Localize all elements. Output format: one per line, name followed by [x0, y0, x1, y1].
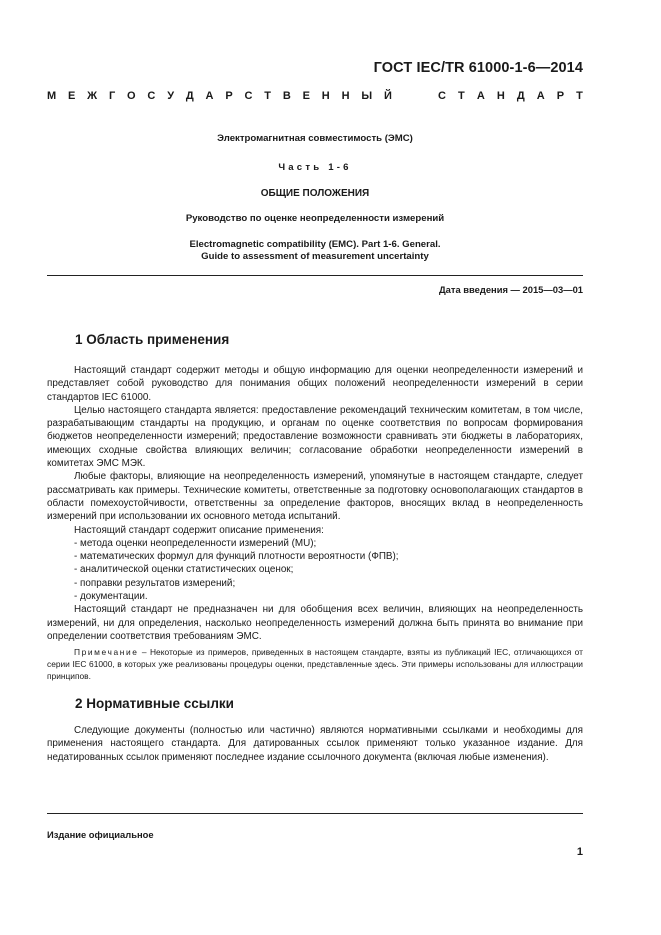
standard-word: [438, 89, 583, 103]
banner-letter: Е: [68, 90, 76, 102]
paragraph: Настоящий стандарт содержит методы и общую информацию для оценки неопределенности измерений и представляет собой руководство для понимания общих положений неопределенности измерений в серии стандартов IEC 61000.: [47, 365, 583, 403]
paragraph: Любые факторы, влияющие на неопределенность измерений, упомянутые в настоящем стандарте, следует рассматривать как примеры. Технические комитеты, ответственные за подготовку основополагающих стандартов в области помехоустойчивости, ответственны за определение факторов, вносящих вклад в неопределенность измерений при использовании их основного метода испытаний.: [47, 471, 583, 523]
banner-letter: А: [476, 90, 485, 102]
english-title: [47, 239, 583, 263]
paragraph: Следующие документы (полностью или частично) являются нормативными ссылками и необходимы для применения настоящего стандарта. Для датированных ссылок применяют только указанное издание. Для недатированных ссылок применяют последнее издание ссылочного документа (включая любые изменения).: [47, 725, 583, 763]
list-item: - математических формул для функций плотности вероятности (ФПВ);: [74, 551, 399, 563]
banner-letter: Р: [225, 90, 233, 102]
note-block: [47, 647, 583, 682]
general-heading: ОБЩИЕ ПОЛОЖЕНИЯ: [260, 188, 370, 199]
banner-letter: У: [167, 90, 175, 102]
section-2-heading: 2 Нормативные ссылки: [75, 696, 234, 711]
list-item: - аналитической оценки статистических оценок;: [74, 564, 294, 576]
bottom-divider: [47, 813, 583, 814]
banner-letter: С: [244, 90, 253, 102]
banner-letter: А: [205, 90, 214, 102]
section-1-body: [47, 364, 583, 643]
banner-letter: А: [536, 90, 545, 102]
banner-letter: Ы: [361, 90, 373, 102]
banner-letter: Е: [302, 90, 310, 102]
banner-letter: Д: [185, 90, 194, 102]
application-list: [47, 537, 583, 603]
note-label: Примечание: [74, 647, 139, 657]
banner-letter: М: [47, 90, 57, 102]
list-item: - поправки результатов измерений;: [74, 577, 236, 589]
banner-letter: Т: [576, 90, 583, 102]
paragraph: Настоящий стандарт содержит описание применения:: [74, 524, 324, 536]
interstate-word: [47, 89, 392, 103]
list-item: - документации.: [74, 591, 148, 603]
document-number: ГОСТ IEC/TR 61000-1-6—2014: [373, 60, 583, 76]
banner-letter: Г: [108, 90, 116, 102]
section-2-body: [47, 724, 583, 764]
list-item: - метода оценки неопределенности измерений (MU);: [74, 537, 317, 549]
banner-letter: В: [282, 90, 291, 102]
top-divider: [47, 275, 583, 276]
banner-letter: Ж: [87, 90, 98, 102]
banner-letter: Р: [556, 90, 565, 102]
paragraph: Целью настоящего стандарта является: предоставление рекомендаций техническим комитетам, в том числе, разрабатывающим стандарты на продукцию, и органам по оценке соответствия по вопросам формирования бюджетов неопределенности измерений; предоставление возможности сравнивать эти бюджеты в лабораториях, имеющих сходные свойства влияющих величин; согласование обработки неопределенности измерений в комитетах ЭМС МЭК.: [47, 404, 583, 470]
official-edition-label: Издание официальное: [47, 829, 154, 840]
standard-title: Электромагнитная совместимость (ЭМС): [217, 133, 413, 144]
banner-letter: Т: [264, 90, 272, 102]
banner-letter: С: [147, 90, 156, 102]
banner-letter: Т: [458, 90, 465, 102]
guide-subtitle: Руководство по оценке неопределенности измерений: [185, 213, 445, 224]
english-title-line-1: Electromagnetic compatibility (EMC). Part 1-6. General.: [189, 239, 441, 250]
introduction-date: Дата введения — 2015—03—01: [438, 284, 583, 295]
banner-letter: Н: [341, 90, 350, 102]
page-number: 1: [576, 846, 583, 858]
banner-letter: С: [438, 90, 446, 102]
banner-letter: О: [127, 90, 136, 102]
banner-letter: Д: [516, 90, 525, 102]
part-label: Часть 1-6: [278, 162, 352, 173]
banner-letter: Й: [383, 90, 392, 102]
english-title-line-2: Guide to assessment of measurement uncertainty: [201, 251, 429, 262]
interstate-standard-banner: [47, 89, 583, 103]
banner-letter: Н: [321, 90, 330, 102]
section-1-heading: 1 Область применения: [75, 332, 230, 347]
note-paragraph: [47, 647, 583, 682]
banner-letter: Н: [496, 90, 505, 102]
note-text: – Некоторые из примеров, приведенных в настоящем стандарте, взяты из публикаций IEC, отличающихся от серии IEC 61000, в которых уже реализованы процедуры оценки, представленные здесь. Эти примеры использованы для иллюстрации принципов.: [47, 647, 583, 681]
paragraph: Настоящий стандарт не предназначен ни для обобщения всех величин, влияющих на неопределенность измерений, ни для определения, насколько неопределенность измерений должна быть принята во внимание при определении соответствия требованиям ЭМС.: [47, 604, 583, 642]
